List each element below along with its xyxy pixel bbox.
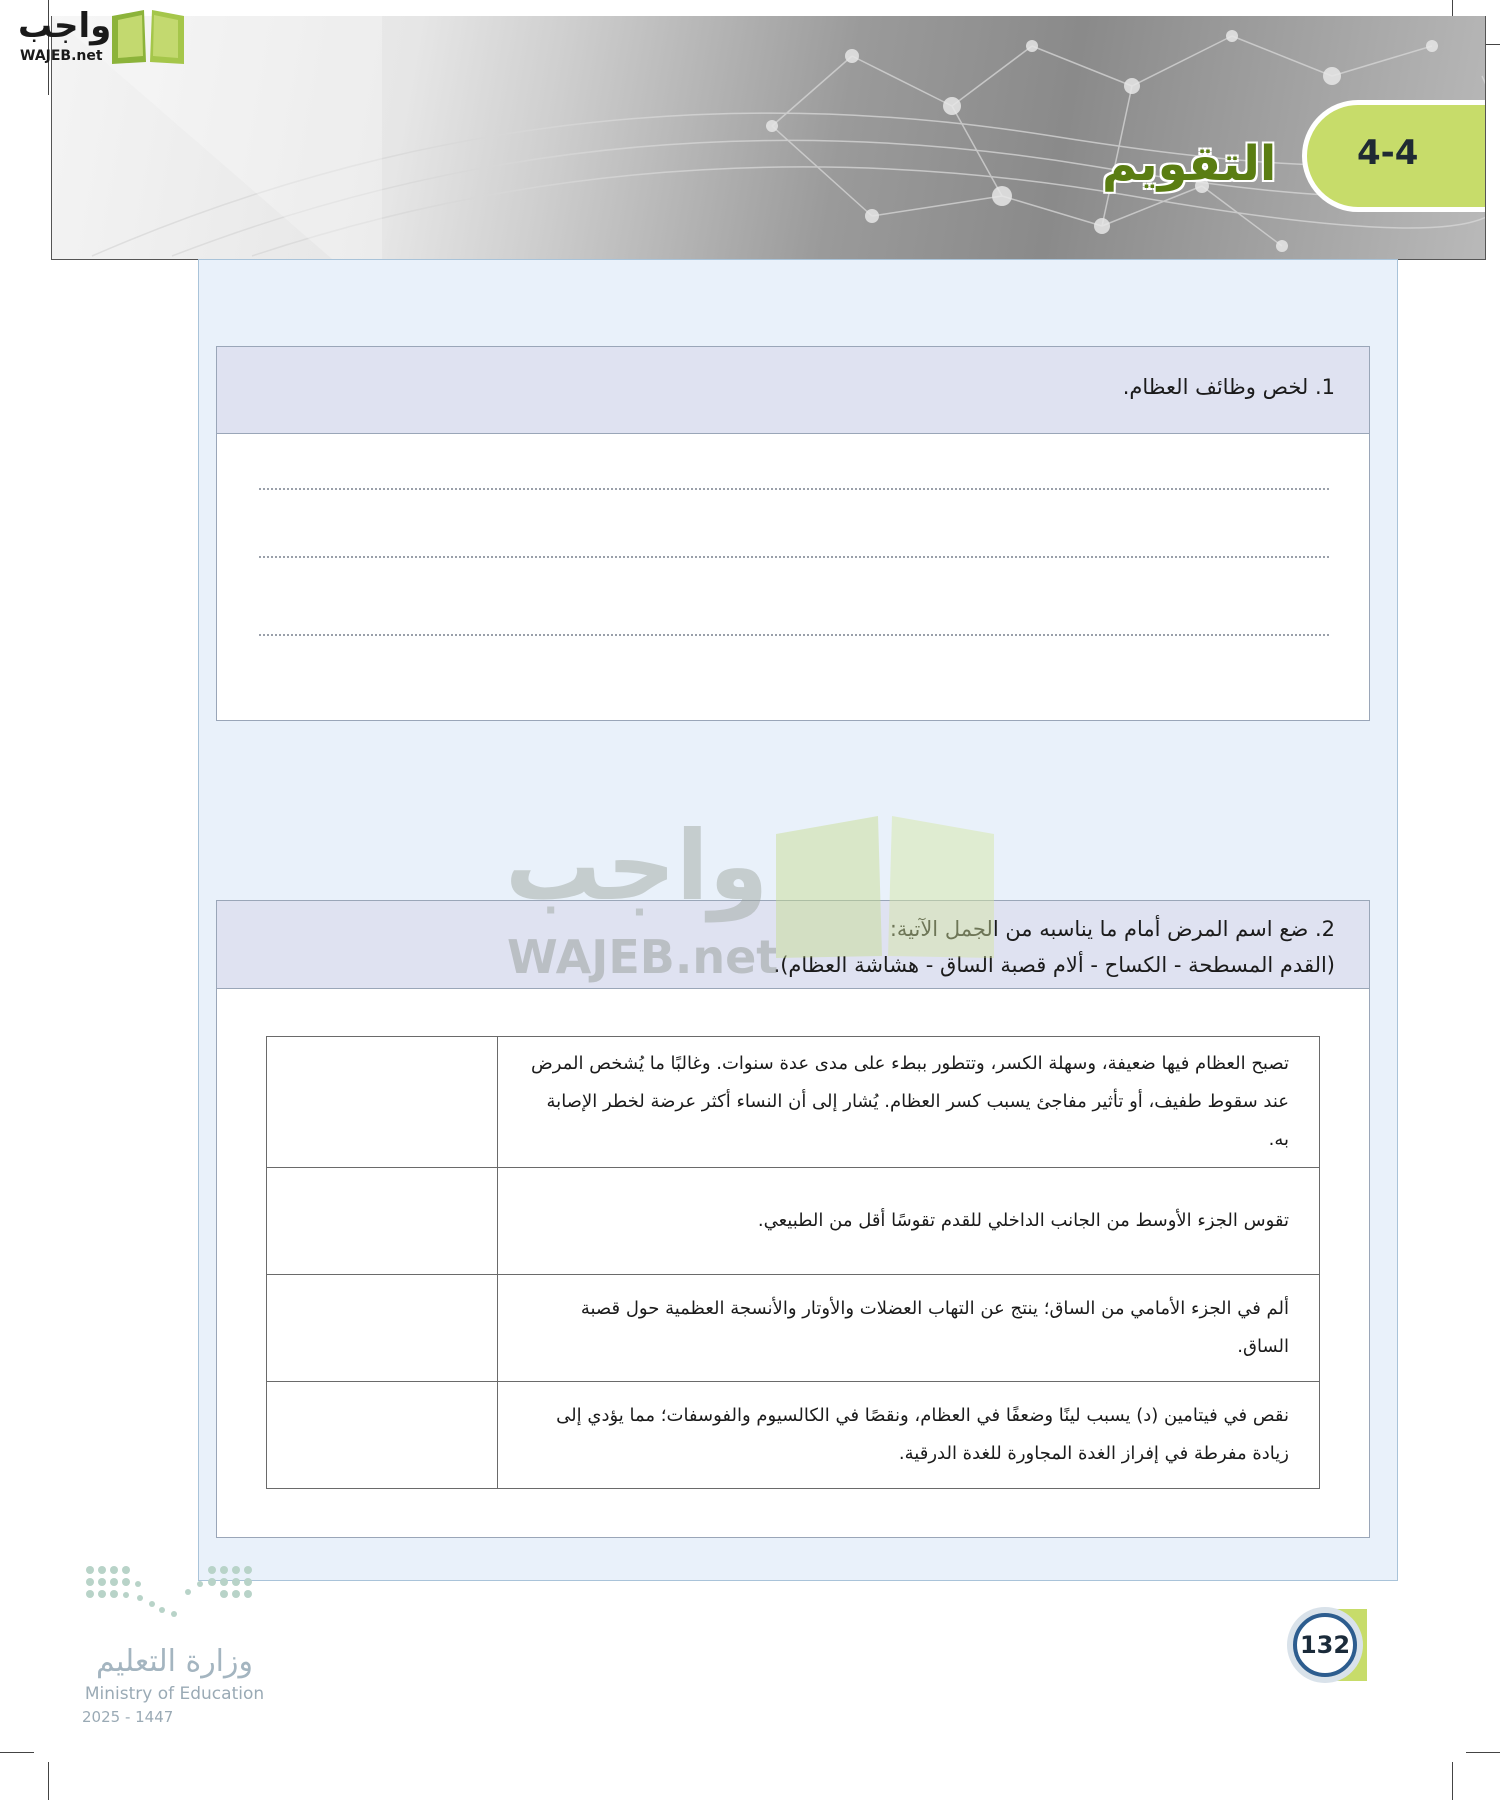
table-row <box>267 1037 1320 1168</box>
watermark-latin-text: WAJEB.net <box>507 930 779 984</box>
disease-answer-cell[interactable] <box>267 1382 498 1489</box>
crop-mark <box>48 1762 49 1800</box>
section-number: 4-4 <box>1357 133 1419 173</box>
table-row <box>267 1168 1320 1275</box>
section-number-tab <box>1302 100 1486 212</box>
ministry-of-education-logo <box>82 1562 282 1732</box>
section-title: التقويم <box>1102 136 1277 192</box>
disease-answer-cell[interactable] <box>267 1275 498 1382</box>
crop-mark <box>1452 1762 1453 1800</box>
disease-answer-cell[interactable] <box>267 1168 498 1275</box>
disease-description: تقوس الجزء الأوسط من الجانب الداخلي للقدم تقوسًا أقل من الطبيعي. <box>498 1168 1320 1275</box>
disease-description: ألم في الجزء الأمامي من الساق؛ ينتج عن التهاب العضلات والأوتار والأنسجة العظمية حول قصبة الساق. <box>498 1275 1320 1382</box>
logo-arabic-text: واجب <box>18 6 112 46</box>
ministry-arabic-name: وزارة التعليم <box>95 1644 253 1679</box>
question-1-text: 1. لخص وظائف العظام. <box>1122 375 1335 399</box>
page-number-badge <box>1283 1605 1371 1685</box>
logo-latin-text: WAJEB.net <box>20 48 103 64</box>
disease-options: (القدم المسطحة - الكساح - ألام قصبة الساق - هشاشة العظام). <box>773 953 1335 977</box>
ministry-year: 2025 - 1447 <box>82 1708 174 1726</box>
answer-line[interactable] <box>259 488 1329 490</box>
answer-line[interactable] <box>259 634 1329 636</box>
wajeb-logo <box>8 4 188 68</box>
crop-mark <box>0 1752 34 1753</box>
section-header-banner <box>51 16 1486 260</box>
page-number: 132 <box>1299 1631 1351 1659</box>
crop-mark <box>1466 1752 1500 1753</box>
question-2-header <box>217 901 1369 989</box>
watermark-arabic-text: واجب <box>505 810 769 922</box>
ministry-dots-icon <box>82 1562 267 1632</box>
diseases-table <box>266 1036 1320 1489</box>
table-row <box>267 1382 1320 1489</box>
question-2-text: 2. ضع اسم المرض أمام ما يناسبه من الجمل الآتية: <box>889 917 1335 941</box>
table-row <box>267 1275 1320 1382</box>
question-1-header <box>217 347 1369 434</box>
ministry-english-name: Ministry of Education <box>84 1684 265 1704</box>
question-1-box <box>216 346 1370 721</box>
disease-description: نقص في فيتامين (د) يسبب لينًا وضعفًا في العظام، ونقصًا في الكالسيوم والفوسفات؛ مما يؤدي إلى زيادة مفرطة في إفراز الغدة المجاورة للغدة الدرقية. <box>498 1382 1320 1489</box>
answer-line[interactable] <box>259 556 1329 558</box>
book-icon <box>108 6 188 66</box>
disease-description: تصبح العظام فيها ضعيفة، وسهلة الكسر، وتتطور ببطء على مدى عدة سنوات. وغالبًا ما يُشخص المرض عند سقوط طفيف، أو تأثير مفاجئ يسبب كسر العظام. يُشار إلى أن النساء أكثر عرضة لخطر الإصابة به. <box>498 1037 1320 1168</box>
disease-answer-cell[interactable] <box>267 1037 498 1168</box>
